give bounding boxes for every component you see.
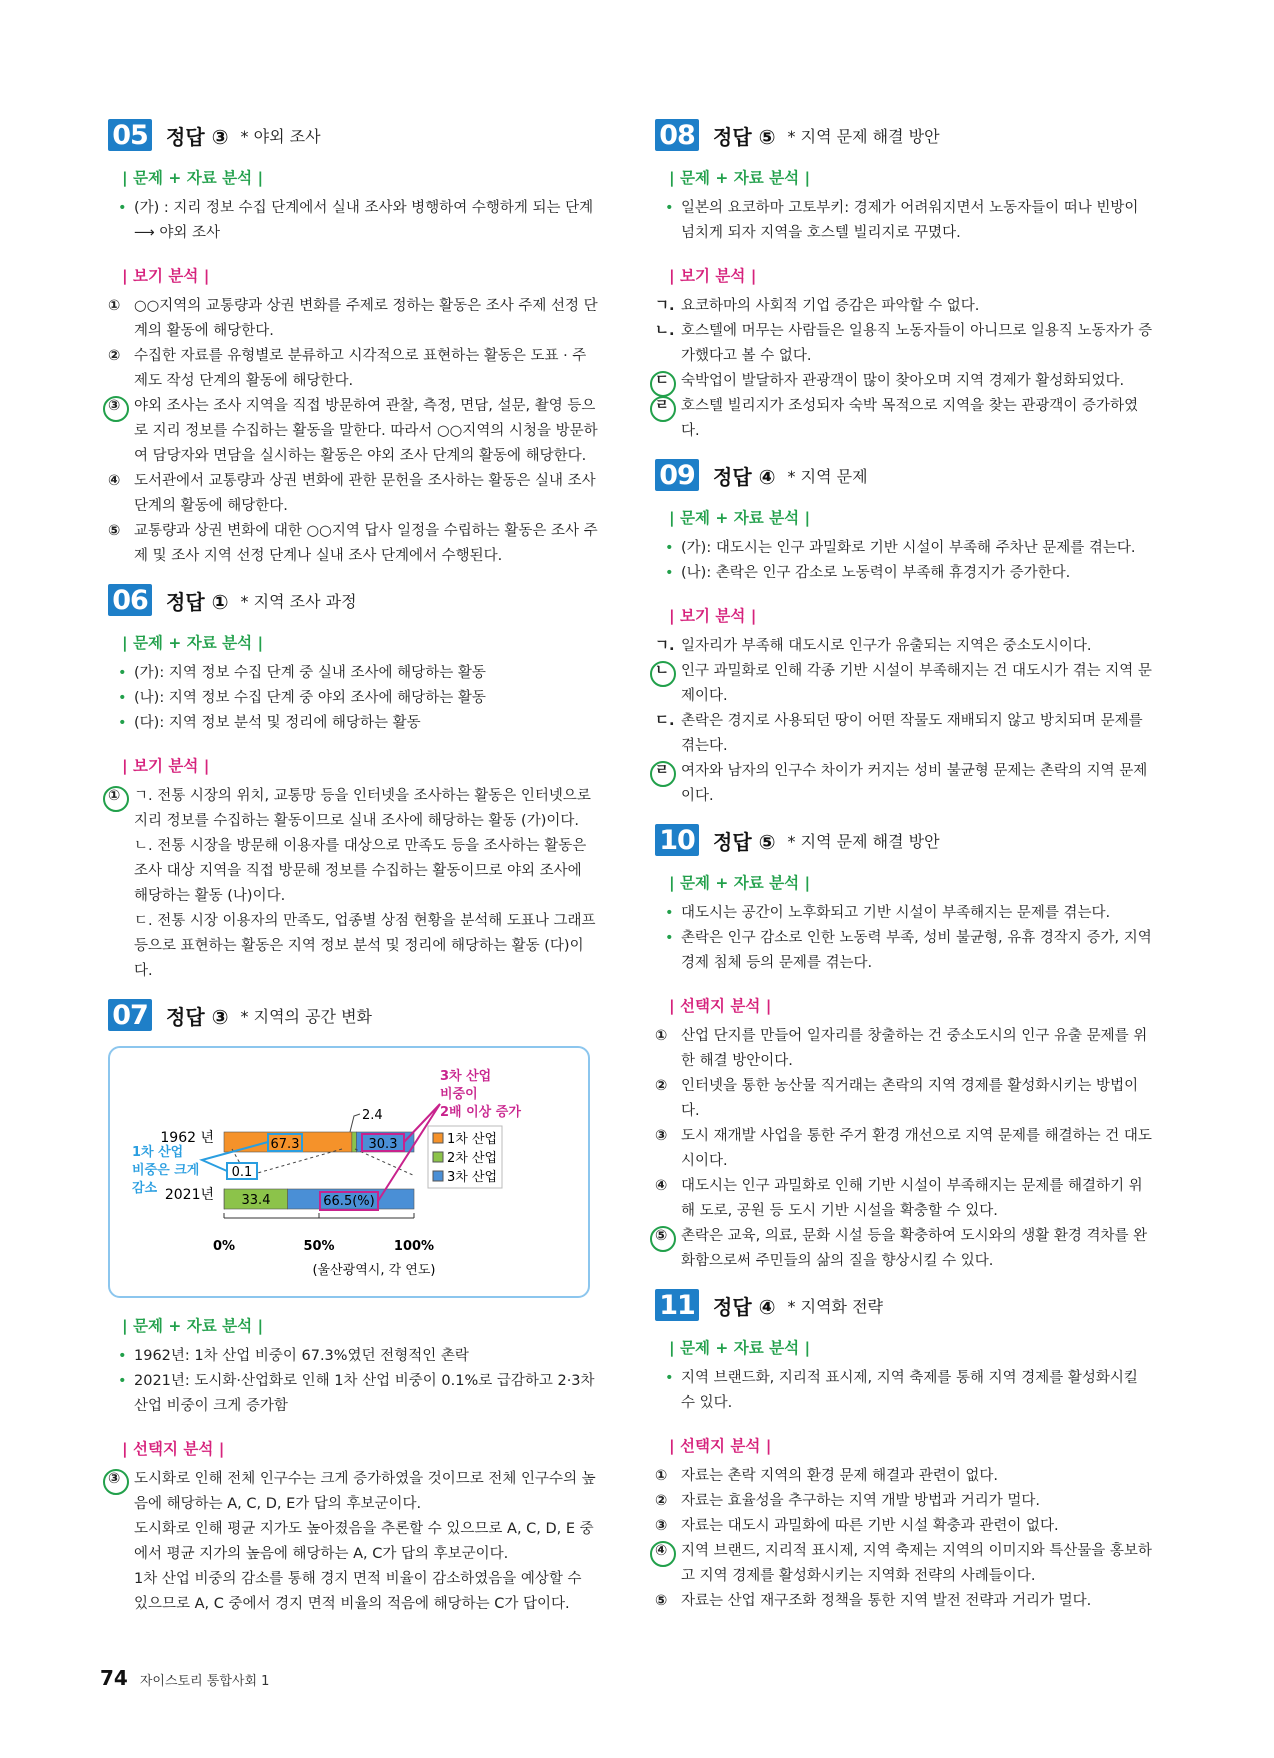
item-mark: ③: [655, 1128, 668, 1144]
item-text: ㄴ. 전통 시장을 방문해 이용자를 대상으로 만족도 등을 조사하는 활동은 조사 대상 지역을 직접 방문해 정보를 수집하는 활동이므로 야외 조사에 해당하는 활동 (나)이다.: [134, 838, 587, 904]
q10-header: [655, 823, 1155, 857]
answer-label: 정답 ⑤: [713, 124, 776, 149]
item-text: 도시 재개발 사업을 통한 주거 환경 개선으로 지역 문제를 해결하는 건 대도시이다.: [681, 1128, 1152, 1169]
bullet: • (가) : 지리 정보 수집 단계에서 실내 조사와 병행하여 수행하게 되는 단계 ⟶ 야외 조사: [108, 196, 598, 246]
item-text: ○○지역의 교통량과 상권 변화를 주제로 정하는 활동은 조사 주제 선정 단계의 활동에 해당한다.: [134, 298, 598, 339]
value-label: 2.4: [362, 1108, 383, 1123]
item-text: 촌락은 교육, 의료, 문화 시설 등을 확충하여 도시와의 생활 환경 격차를 완화함으로써 주민들의 삶의 질을 향상시킬 수 있다.: [681, 1228, 1148, 1269]
item-text: 요코하마의 사회적 기업 증감은 파악할 수 없다.: [681, 298, 980, 314]
item-text: 대도시는 인구 과밀화로 인해 기반 시설이 부족해지는 문제를 해결하기 위해 도로, 공원 등 도시 기반 시설을 확충할 수 있다.: [681, 1178, 1143, 1219]
item-text: 인터넷을 통한 농산물 직거래는 촌락의 지역 경제를 활성화시키는 방법이다.: [681, 1078, 1139, 1119]
list-item: [655, 634, 1155, 659]
bullet: • (나): 촌락은 인구 감소로 노동력이 부족해 휴경지가 증가한다.: [655, 561, 1155, 586]
category-label: 1962 년: [160, 1130, 214, 1146]
list-item: [655, 394, 1155, 444]
item-mark: ⑤: [108, 523, 121, 539]
leader-line: [350, 1114, 360, 1132]
section-label: | 보기 분석 |: [122, 757, 210, 775]
item-mark: ②: [655, 1493, 668, 1509]
answer-label: 정답 ④: [713, 1294, 776, 1319]
item-mark-circled: ④: [655, 1539, 679, 1564]
bullet: • (다): 지역 정보 분석 및 정리에 해당하는 활동: [108, 711, 598, 736]
tick-label: 0%: [212, 1239, 236, 1254]
item-mark-circled: ③: [108, 1467, 132, 1492]
item-text: 야외 조사는 조사 지역을 직접 방문하여 관찰, 측정, 면담, 설문, 촬영 등으로 지리 정보를 수집하는 활동을 말한다. 따라서 ○○지역의 시청을 방문하여 담당자와 면담을 실시하는 활동은 야외 조사 단계의 활동에 해당한다.: [134, 398, 598, 464]
section-label: | 문제 + 자료 분석 |: [122, 634, 264, 652]
annotation-text: 비중은 크게: [132, 1163, 200, 1178]
item-text: 일자리가 부족해 대도시로 인구가 유출되는 지역은 중소도시이다.: [681, 638, 1092, 654]
item-mark: ②: [108, 348, 121, 364]
bullet: • 대도시는 공간이 노후화되고 기반 시설이 부족해지는 문제를 겪는다.: [655, 901, 1155, 926]
legend-swatch: [433, 1133, 443, 1143]
list-item: [655, 369, 1155, 394]
list-item: [108, 784, 598, 984]
q09-header: [655, 458, 1155, 492]
section-label: | 보기 분석 |: [122, 267, 210, 285]
list-item: [108, 394, 598, 469]
list-item: [655, 709, 1155, 759]
bullet: • 촌락은 인구 감소로 인한 노동력 부족, 성비 불균형, 유휴 경작지 증가, 지역 경제 침체 등의 문제를 겪는다.: [655, 926, 1155, 976]
item-mark: ㄱ.: [655, 298, 675, 314]
legend-entry: 2차 산업: [447, 1151, 498, 1166]
item-text: 교통량과 상권 변화에 대한 ○○지역 답사 일정을 수립하는 활동은 조사 주제 및 조사 지역 선정 단계나 실내 조사 단계에서 수행된다.: [134, 523, 598, 564]
connector-line: [247, 1149, 342, 1176]
topic-label: * 지역 문제 해결 방안: [787, 831, 940, 851]
item-text: 호스텔에 머무는 사람들은 일용직 노동자들이 아니므로 일용직 노동자가 증가했다고 볼 수 없다.: [681, 323, 1153, 364]
question-number: 06: [108, 584, 152, 616]
legend-entry: 3차 산업: [447, 1170, 498, 1185]
list-item: [655, 1539, 1155, 1589]
item-mark: ①: [655, 1468, 668, 1484]
topic-label: * 지역의 공간 변화: [240, 1006, 372, 1026]
item-mark: ③: [655, 1518, 668, 1534]
value-label: 0.1: [231, 1165, 253, 1180]
answer-label: 정답 ④: [713, 464, 776, 489]
list-item: [655, 1589, 1155, 1614]
answer-label: 정답 ③: [166, 124, 229, 149]
q11-header: [655, 1288, 1155, 1322]
right-column: [655, 118, 1155, 1614]
item-mark-circled: ⑤: [655, 1224, 679, 1249]
item-text: ㄱ. 전통 시장의 위치, 교통망 등을 인터넷을 조사하는 활동은 인터넷으로 지리 정보를 수집하는 활동이므로 실내 조사에 해당하는 활동 (가)이다.: [134, 788, 591, 829]
legend-entry: 1차 산업: [447, 1132, 498, 1147]
answer-label: 정답 ①: [166, 589, 229, 614]
q05-header: [108, 118, 598, 152]
value-label: 67.3: [270, 1137, 300, 1152]
question-number: 10: [655, 824, 699, 856]
bullet: • (가): 지역 정보 수집 단계 중 실내 조사에 해당하는 활동: [108, 661, 598, 686]
list-item: [108, 1467, 598, 1617]
list-item: [655, 1024, 1155, 1074]
list-item: [655, 319, 1155, 369]
q08-header: [655, 118, 1155, 152]
item-text: 자료는 효율성을 추구하는 지역 개발 방법과 거리가 멀다.: [681, 1493, 1041, 1509]
list-item: [655, 1124, 1155, 1174]
connector-line: [355, 1149, 415, 1176]
section-label: | 문제 + 자료 분석 |: [669, 509, 811, 527]
item-mark: ㄷ.: [655, 713, 675, 729]
item-mark-circled: ㄴ: [655, 659, 679, 684]
item-mark-circled: ㄷ: [655, 369, 679, 394]
section-label: | 문제 + 자료 분석 |: [669, 169, 811, 187]
item-mark-circled: ①: [108, 784, 132, 809]
section-label: | 문제 + 자료 분석 |: [122, 1317, 264, 1335]
annotation-text: 감소: [132, 1181, 158, 1196]
annotation-text: 3차 산업: [440, 1069, 492, 1084]
item-mark: ⑤: [655, 1593, 668, 1609]
list-item: [655, 294, 1155, 319]
value-label: 66.5(%): [323, 1194, 375, 1209]
answer-label: 정답 ③: [166, 1004, 229, 1029]
chart-source: (울산광역시, 각 연도): [312, 1263, 436, 1278]
bullet: • 지역 브랜드화, 지리적 표시제, 지역 축제를 통해 지역 경제를 활성화시킬 수 있다.: [655, 1366, 1155, 1416]
list-item: [655, 1224, 1155, 1274]
question-number: 08: [655, 119, 699, 151]
legend-swatch: [433, 1171, 443, 1181]
page-number: 74: [100, 1666, 128, 1690]
question-number: 09: [655, 459, 699, 491]
item-text: 자료는 산업 재구조화 정책을 통한 지역 발전 전략과 거리가 멀다.: [681, 1593, 1092, 1609]
item-mark: ④: [108, 473, 121, 489]
bullet: • 1962년: 1차 산업 비중이 67.3%였던 전형적인 촌락: [108, 1344, 598, 1369]
topic-label: * 지역 문제 해결 방안: [787, 126, 940, 146]
item-text: 숙박업이 발달하자 관광객이 많이 찾아오며 지역 경제가 활성화되었다.: [681, 373, 1125, 389]
list-item: [655, 1074, 1155, 1124]
list-item: [108, 469, 598, 519]
topic-label: * 지역 문제: [787, 466, 868, 486]
annotation-text: 1차 산업: [132, 1145, 184, 1160]
item-mark: ㄴ.: [655, 323, 675, 339]
item-mark-circled: ㄹ: [655, 394, 679, 419]
value-label: 30.3: [368, 1137, 398, 1152]
section-label: | 선택지 분석 |: [122, 1440, 225, 1458]
question-number: 07: [108, 999, 152, 1031]
list-item: [655, 1174, 1155, 1224]
topic-label: * 지역화 전략: [787, 1296, 883, 1316]
section-label: | 선택지 분석 |: [669, 997, 772, 1015]
section-label: | 문제 + 자료 분석 |: [122, 169, 264, 187]
section-label: | 보기 분석 |: [669, 267, 757, 285]
item-mark: ②: [655, 1078, 668, 1094]
list-item: [655, 1489, 1155, 1514]
item-text: 산업 단지를 만들어 일자리를 창출하는 건 중소도시의 인구 유출 문제를 위한 해결 방안이다.: [681, 1028, 1148, 1069]
annotation-text: 비중이: [440, 1087, 478, 1102]
tick-label: 100%: [393, 1239, 435, 1254]
item-text: 여자와 남자의 인구수 차이가 커지는 성비 불균형 문제는 촌락의 지역 문제이다.: [681, 763, 1148, 804]
legend-swatch: [433, 1152, 443, 1162]
item-text: 인구 과밀화로 인해 각종 기반 시설이 부족해지는 건 대도시가 겪는 지역 문제이다.: [681, 663, 1152, 704]
item-text: 자료는 대도시 과밀화에 따른 기반 시설 확충과 관련이 없다.: [681, 1518, 1059, 1534]
item-mark: ①: [655, 1028, 668, 1044]
section-label: | 문제 + 자료 분석 |: [669, 1339, 811, 1357]
book-title: 자이스토리 통합사회 1: [139, 1674, 270, 1689]
bullet: • 2021년: 도시화·산업화로 인해 1차 산업 비중이 0.1%로 급감하고 2·3차 산업 비중이 크게 증가함: [108, 1369, 598, 1419]
value-label: 33.4: [241, 1193, 271, 1208]
list-item: [108, 294, 598, 344]
left-column: [108, 118, 598, 1617]
item-mark: ①: [108, 298, 121, 314]
item-text: 수집한 자료를 유형별로 분류하고 시각적으로 표현하는 활동은 도표 · 주제도 작성 단계의 활동에 해당한다.: [134, 348, 587, 389]
item-mark-circled: ③: [108, 394, 132, 419]
list-item: [655, 1514, 1155, 1539]
item-text: 1차 산업 비중의 감소를 통해 경지 면적 비율이 감소하였음을 예상할 수 있으므로 A, C 중에서 경지 면적 비율의 적음에 해당하는 C가 답이다.: [134, 1571, 582, 1612]
industry-share-chart: [110, 1048, 588, 1296]
item-mark: ㄱ.: [655, 638, 675, 654]
list-item: [108, 344, 598, 394]
question-number: 05: [108, 119, 152, 151]
topic-label: * 지역 조사 과정: [240, 591, 357, 611]
tick-label: 50%: [303, 1239, 335, 1254]
section-label: | 선택지 분석 |: [669, 1437, 772, 1455]
category-label: 2021년: [164, 1187, 214, 1203]
bullet: • 일본의 요코하마 고토부키: 경제가 어려워지면서 노동자들이 떠나 빈방이 넘치게 되자 지역을 호스텔 빌리지로 꾸몄다.: [655, 196, 1155, 246]
list-item: [655, 659, 1155, 709]
list-item: [655, 759, 1155, 809]
list-item: [108, 519, 598, 569]
item-text: 지역 브랜드, 지리적 표시제, 지역 축제는 지역의 이미지와 특산물을 홍보하고 지역 경제를 활성화시키는 지역화 전략의 사례들이다.: [681, 1543, 1152, 1584]
answer-label: 정답 ⑤: [713, 829, 776, 854]
item-text: 자료는 촌락 지역의 환경 문제 해결과 관련이 없다.: [681, 1468, 999, 1484]
item-mark: ④: [655, 1178, 668, 1194]
item-text: 호스텔 빌리지가 조성되자 숙박 목적으로 지역을 찾는 관광객이 증가하였다.: [681, 398, 1139, 439]
section-label: | 문제 + 자료 분석 |: [669, 874, 811, 892]
item-text: 촌락은 경지로 사용되던 땅이 어떤 작물도 재배되지 않고 방치되며 문제를 겪는다.: [681, 713, 1143, 754]
item-text: ㄷ. 전통 시장 이용자의 만족도, 업종별 상점 현황을 분석해 도표나 그래프 등으로 표현하는 활동은 지역 정보 분석 및 정리에 해당하는 활동 (다)이다.: [134, 913, 596, 979]
q06-header: [108, 583, 598, 617]
item-text: 도시화로 인해 전체 인구수는 크게 증가하였을 것이므로 전체 인구수의 높음에 해당하는 A, C, D, E가 답의 후보군이다.: [134, 1471, 596, 1512]
item-mark-circled: ㄹ: [655, 759, 679, 784]
bullet: • (나): 지역 정보 수집 단계 중 야외 조사에 해당하는 활동: [108, 686, 598, 711]
annotation-text: 2배 이상 증가: [440, 1105, 521, 1120]
bullet: • (가): 대도시는 인구 과밀화로 기반 시설이 부족해 주차난 문제를 겪는다.: [655, 536, 1155, 561]
section-label: | 보기 분석 |: [669, 607, 757, 625]
item-text: 도서관에서 교통량과 상권 변화에 관한 문헌을 조사하는 활동은 실내 조사 단계의 활동에 해당한다.: [134, 473, 596, 514]
question-number: 11: [655, 1289, 699, 1321]
chart-box: [108, 1046, 590, 1298]
page-footer: [100, 1666, 269, 1690]
list-item: [655, 1464, 1155, 1489]
q07-header: [108, 998, 598, 1032]
item-text: 도시화로 인해 평균 지가도 높아졌음을 추론할 수 있으므로 A, C, D, E 중에서 평균 지가의 높음에 해당하는 A, C가 답의 후보군이다.: [134, 1521, 594, 1562]
topic-label: * 야외 조사: [240, 126, 321, 146]
